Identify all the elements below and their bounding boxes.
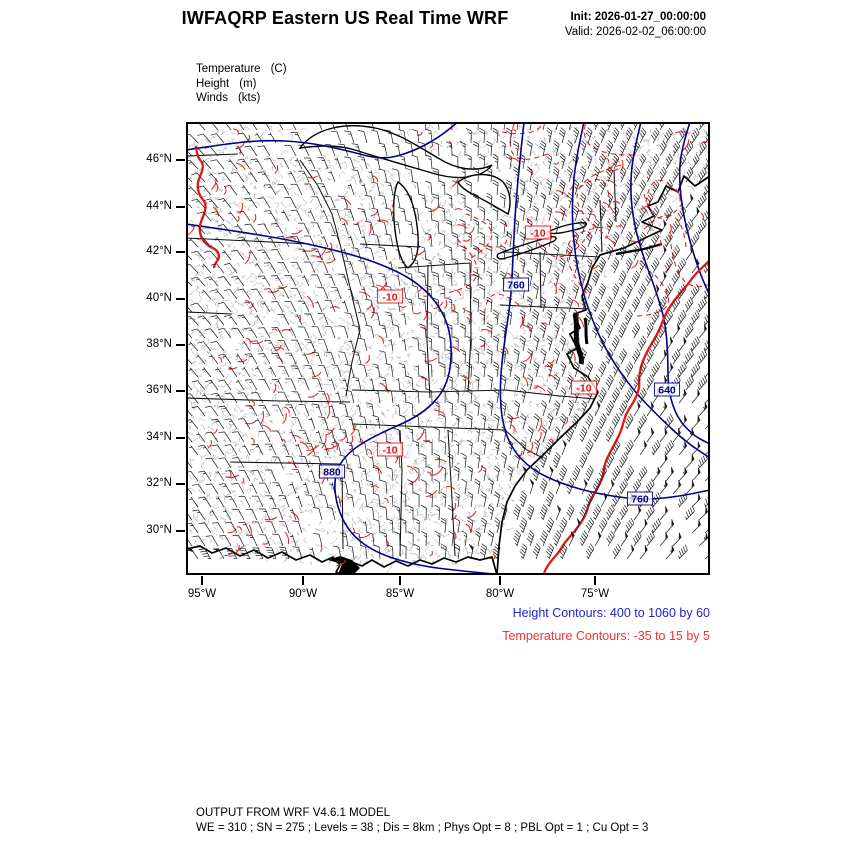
lat-tick xyxy=(176,159,185,161)
lat-tick-label: 30°N xyxy=(146,524,172,536)
legend-field-label: Winds xyxy=(196,92,228,104)
lon-tick-label: 80°W xyxy=(485,588,515,600)
lon-tick-label: 85°W xyxy=(385,588,415,600)
height-contour-range: Height Contours: 400 to 1060 by 60 xyxy=(512,606,710,620)
lon-tick-label: 95°W xyxy=(187,588,217,600)
temperature-major-contour xyxy=(544,260,708,573)
timestamp-block xyxy=(565,10,706,40)
county-boundaries-texture xyxy=(188,124,708,573)
lon-tick xyxy=(201,576,203,585)
legend-field-unit: (C) xyxy=(270,63,287,75)
legend-row xyxy=(196,91,287,106)
lat-tick xyxy=(176,390,185,392)
temperature-contour-label: -10 xyxy=(382,444,398,457)
height-contour-label: 640 xyxy=(658,384,676,397)
legend-row xyxy=(196,77,287,92)
lat-tick xyxy=(176,483,185,485)
height-contour-760 xyxy=(500,124,708,499)
footer-line-1: OUTPUT FROM WRF V4.6.1 MODEL xyxy=(196,807,391,819)
lat-tick xyxy=(176,530,185,532)
lat-tick xyxy=(176,298,185,300)
temperature-dashed-contour xyxy=(440,239,477,294)
height-contour-label: 880 xyxy=(323,466,341,479)
lat-tick-label: 36°N xyxy=(146,384,172,396)
delaware-bay xyxy=(585,318,587,344)
legend-field-unit: (m) xyxy=(239,77,257,90)
temperature-contour-label: -10 xyxy=(576,382,592,395)
height-contour-label: 760 xyxy=(507,279,525,292)
map-canvas xyxy=(186,122,710,575)
legend-field-label: Temperature xyxy=(196,63,261,75)
model-footer xyxy=(196,806,648,835)
footer-line-2: WE = 310 ; SN = 275 ; Levels = 38 ; Dis = 8km ; Phys Opt = 8 ; PBL Opt = 1 ; Cu Opt = 3 xyxy=(196,821,649,834)
legend-row xyxy=(196,62,287,77)
lon-tick-label: 75°W xyxy=(580,588,610,600)
lat-tick xyxy=(176,344,185,346)
temperature-contour-label: -10 xyxy=(530,227,546,240)
height-contour-label: 760 xyxy=(631,493,649,506)
contour-info xyxy=(502,602,710,648)
valid-time: Valid: 2026-02-02_06:00:00 xyxy=(564,26,706,38)
lon-tick xyxy=(302,576,304,585)
temperature-contour-range: Temperature Contours: -35 to 15 by 5 xyxy=(502,629,710,643)
legend-field-unit: (kts) xyxy=(237,92,261,104)
page-title: IWFAQRP Eastern US Real Time WRF xyxy=(181,8,509,28)
lat-tick-label: 42°N xyxy=(146,245,172,257)
lat-tick xyxy=(176,437,185,439)
lon-tick-label: 90°W xyxy=(288,588,318,600)
lat-tick xyxy=(176,206,185,208)
weather-map xyxy=(188,124,708,573)
lat-tick-label: 32°N xyxy=(146,477,172,489)
lat-tick xyxy=(176,251,185,253)
lat-tick-label: 44°N xyxy=(146,200,172,212)
lon-tick xyxy=(399,576,401,585)
height-contour-700 xyxy=(572,124,708,458)
temperature-contour-label: -10 xyxy=(382,291,398,304)
init-time: Init: 2026-01-27_00:00:00 xyxy=(570,11,706,23)
lon-tick xyxy=(499,576,501,585)
field-legend xyxy=(196,62,287,106)
lat-tick-label: 34°N xyxy=(146,431,172,443)
lon-tick xyxy=(594,576,596,585)
legend-field-label: Height xyxy=(196,77,230,90)
lat-tick-label: 40°N xyxy=(146,292,172,304)
lat-tick-label: 46°N xyxy=(146,153,172,165)
lat-tick-label: 38°N xyxy=(146,338,172,350)
